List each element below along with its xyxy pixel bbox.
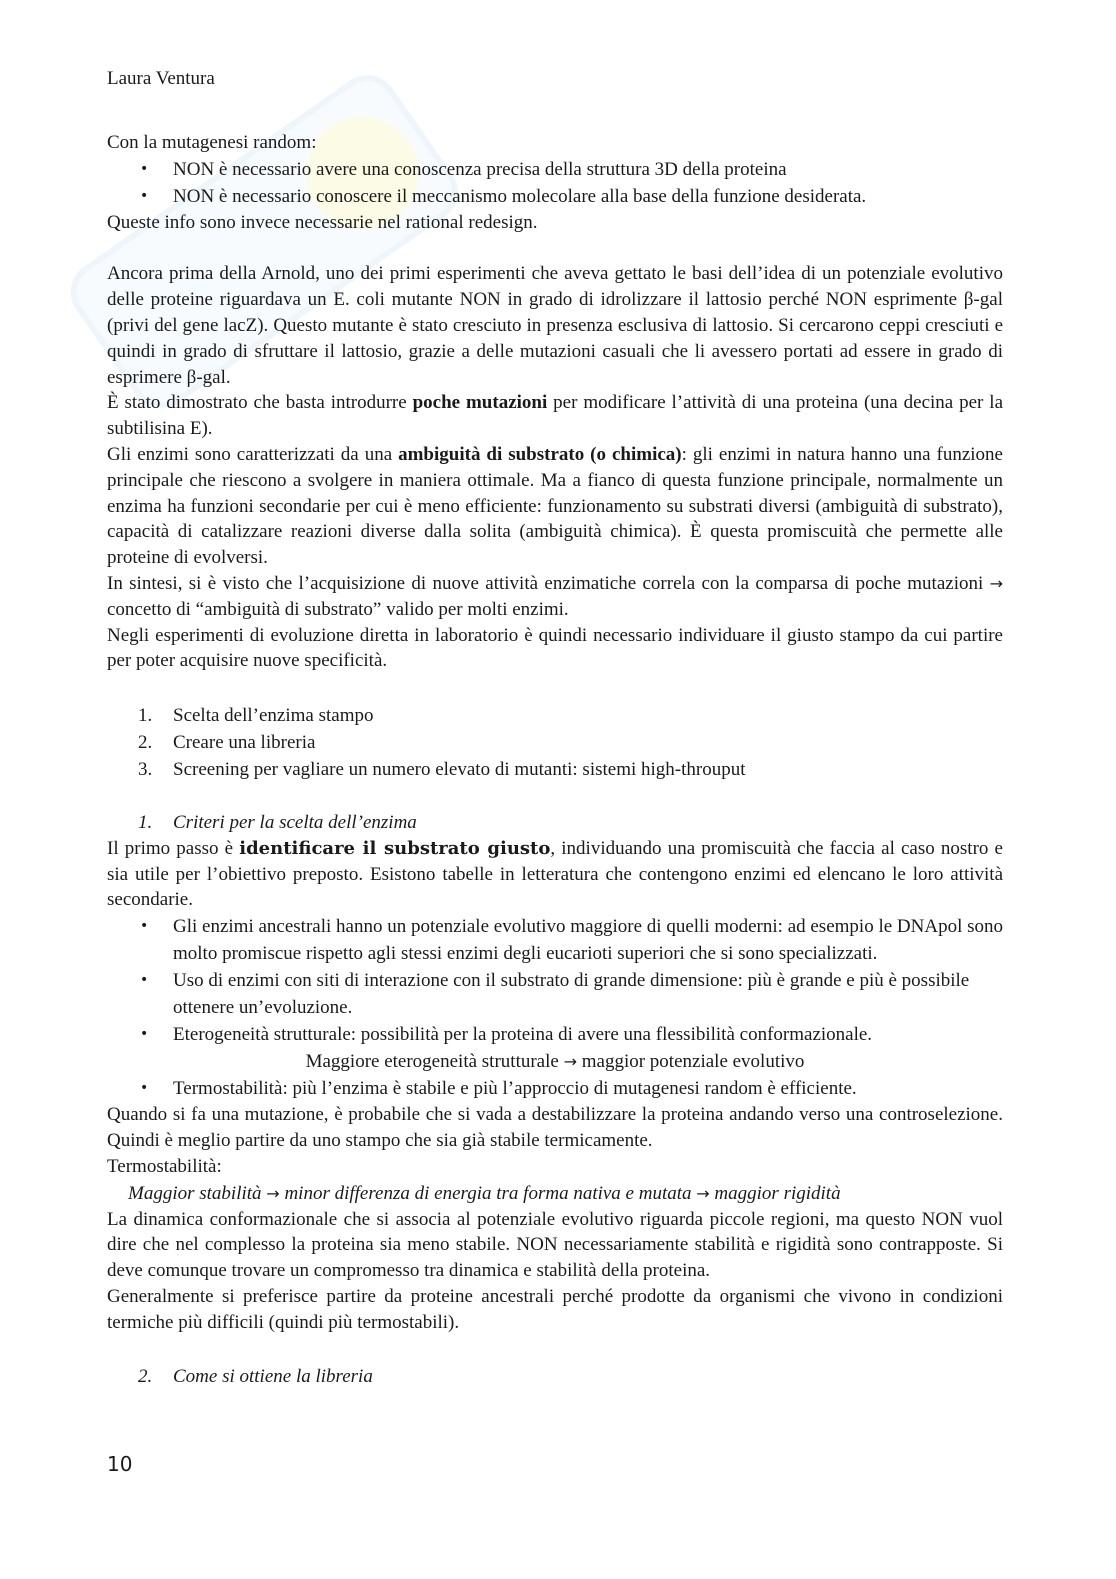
rational-redesign-note: Queste info sono invece necessarie nel rational redesign.: [107, 211, 538, 233]
paragraph-mutazione: Quando si fa una mutazione, è probabile che si vada a destabilizzare la proteina andando verso una controselezione. Quindi è meglio partire da uno stampo che sia già stabile termicamente.: [107, 1104, 1003, 1151]
header-author: Laura Ventura: [107, 68, 215, 89]
criteria-list: [107, 913, 1003, 1048]
paragraph-ancestrali: Generalmente si preferisce partire da proteine ancestrali perché prodotte da organismi che vivono in condizioni termiche più difficili (quindi più termostabili).: [107, 1285, 1003, 1333]
page-number: 10: [107, 1452, 133, 1476]
paragraph-dinamica: La dinamica conformazionale che si associa al potenziale evolutivo riguarda piccole regioni, ma questo NON vuol dire che nel complesso la proteina sia meno stabile. NON necessariamente stabilità e rigidità sono contrapposte. Si deve comunque trovare un compromesso tra dinamica e stabilità della proteina.: [107, 1208, 1003, 1282]
arrow-right-icon: →: [266, 1183, 280, 1203]
steps-list: [107, 702, 1003, 783]
paragraph-arnold: Ancora prima della Arnold, uno dei primi esperimenti che aveva gettato le basi dell’idea di un potenziale evolutivo delle proteine riguardava un E. coli mutante NON in grado di idrolizzare il lattosio perché NON esprimente β-gal (privi del gene lacZ). Questo mutante è stato cresciuto in presenza esclusiva di lattosio. Si cercarono ceppi cresciuti e quindi in grado di sfruttare il lattosio, grazie a delle mutazioni casuali che li avessero portati ad essere in grado di esprimere β-gal.: [107, 263, 1003, 388]
paragraph-primo-passo: Il primo passo è identificare il substrato giusto, individuando una promiscuità che faccia al caso nostro e sia utile per l’obiettivo preposto. Esistono tabelle in letteratura che contengono enzimi ed elencano le loro attività secondarie.: [107, 837, 1003, 911]
list-item: 2. Creare una libreria: [138, 731, 316, 753]
list-item: • Termostabilità: più l’enzima è stabile e più l’approccio di mutagenesi random è efficiente.: [107, 1075, 1003, 1102]
arrow-right-icon: →: [563, 1052, 577, 1072]
paragraph-sintesi: In sintesi, si è visto che l’acquisizione di nuove attività enzimatiche correla con la comparsa di poche mutazioni → concetto di “ambiguità di substrato” valido per molti enzimi.: [107, 572, 1003, 620]
arrow-right-icon: →: [989, 573, 1003, 593]
paragraph-ambiguita: Gli enzimi sono caratterizzati da una ambiguità di substrato (o chimica): gli enzimi in natura hanno una funzione principale che riescono a svolgere in maniera ottimale. Ma a fianco di questa funzione principale, normalmente un enzima ha funzioni secondarie per cui è meno efficiente: funzionamento su substrati diversi (ambiguità di substrato), capacità di catalizzare reazioni diverse dalla solita (ambiguità chimica). È questa promiscuità che permette alle proteine di evolversi.: [107, 443, 1003, 569]
random-mutagenesis-intro: Con la mutagenesi random:: [107, 132, 317, 153]
section-heading-1: 1. Criteri per la scelta dell’enzima: [138, 811, 417, 833]
criteria-list-last: [107, 1075, 1003, 1102]
arrow-right-icon: →: [696, 1183, 710, 1203]
termostabilita-label: Termostabilità:: [107, 1155, 222, 1177]
stability-formula: Maggior stabilità → minor differenza di energia tra forma nativa e mutata → maggior rigidità: [128, 1182, 841, 1204]
list-item: • Uso di enzimi con siti di interazione con il substrato di grande dimensione: più è grande e più è possibile ottenere un’evoluzione.: [107, 967, 1003, 1021]
document-page: [107, 64, 1003, 1390]
list-item: • NON è necessario conoscere il meccanismo molecolare alla base della funzione desiderata.: [107, 183, 1003, 210]
paragraph-esperimenti: Negli esperimenti di evoluzione diretta in laboratorio è quindi necessario individuare il giusto stampo da cui partire per poter acquisire nuove specificità.: [107, 624, 1003, 672]
random-mutagenesis-list: [107, 156, 1003, 210]
heterogeneity-statement: Maggiore eterogeneità strutturale → maggior potenziale evolutivo: [305, 1051, 805, 1073]
list-item: • NON è necessario avere una conoscenza precisa della struttura 3D della proteina: [107, 156, 1003, 183]
paragraph-poche-mutazioni: È stato dimostrato che basta introdurre poche mutazioni per modificare l’attività di una proteina (una decina per la subtilisina E).: [107, 392, 1003, 440]
section-heading-2: 2. Come si ottiene la libreria: [138, 1366, 373, 1388]
list-item: • Eterogeneità strutturale: possibilità per la proteina di avere una flessibilità conformazionale.: [107, 1021, 1003, 1048]
list-item: 1. Scelta dell’enzima stampo: [138, 704, 374, 726]
list-item: 3. Screening per vagliare un numero elevato di mutanti: sistemi high-throuput: [138, 758, 746, 780]
list-item: • Gli enzimi ancestrali hanno un potenziale evolutivo maggiore di quelli moderni: ad esempio le DNApol sono molto promiscue rispetto agli stessi enzimi degli eucarioti superiori che si sono specializzati.: [107, 913, 1003, 967]
